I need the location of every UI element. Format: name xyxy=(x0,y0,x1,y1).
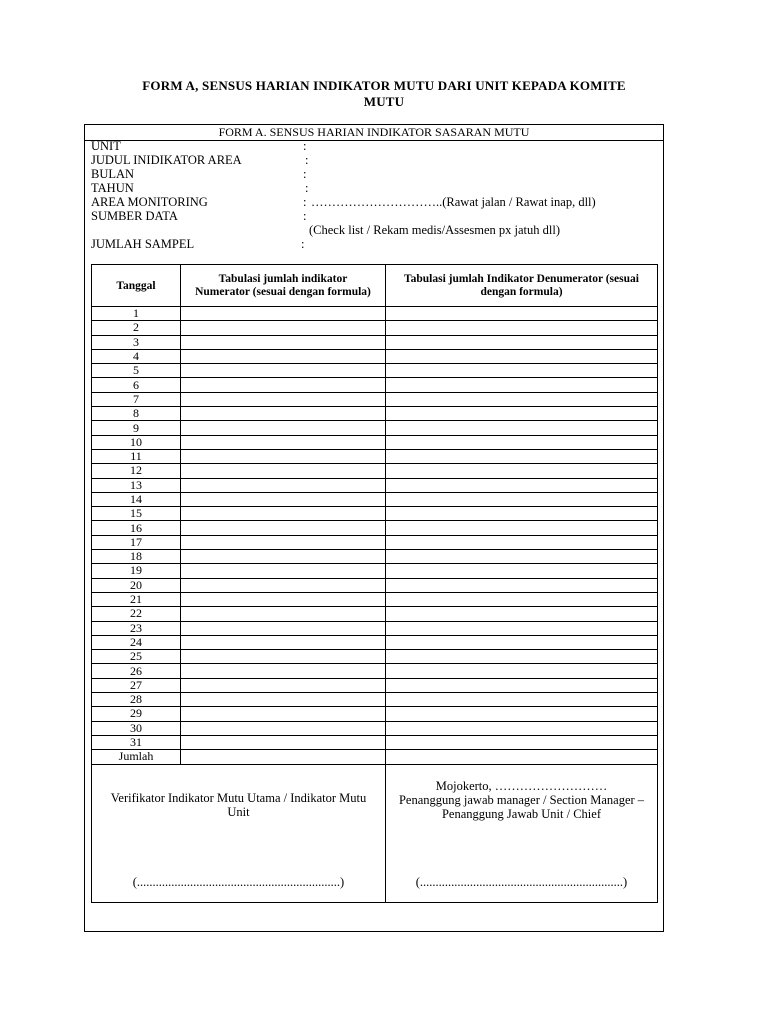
signature-right-title: Penanggung jawab manager / Section Manager – Penanggung Jawab Unit / Chief xyxy=(398,792,645,821)
col-header-tanggal: Tanggal xyxy=(92,265,181,307)
field-colon-tahun: : xyxy=(305,181,309,195)
day-number: 3 xyxy=(92,335,181,349)
numerator-cell xyxy=(181,707,386,721)
day-number: 2 xyxy=(92,321,181,335)
table-row xyxy=(92,535,658,549)
table-row xyxy=(92,592,658,606)
field-value-area-monitoring: …………………………..(Rawat jalan / Rawat inap, dll) xyxy=(311,195,596,209)
table-header-row xyxy=(92,265,658,307)
day-number: 24 xyxy=(92,635,181,649)
table-row xyxy=(92,392,658,406)
day-number: 23 xyxy=(92,621,181,635)
numerator-cell xyxy=(181,721,386,735)
numerator-cell xyxy=(181,407,386,421)
field-colon-judul-indikator: : xyxy=(305,153,309,167)
denumerator-cell xyxy=(386,492,658,506)
numerator-cell xyxy=(181,535,386,549)
table-row xyxy=(92,578,658,592)
table-row xyxy=(92,321,658,335)
day-number: 20 xyxy=(92,578,181,592)
day-number: 6 xyxy=(92,378,181,392)
table-row xyxy=(92,621,658,635)
denumerator-cell xyxy=(386,307,658,321)
field-label-tahun: TAHUN xyxy=(91,181,134,195)
numerator-cell xyxy=(181,321,386,335)
denumerator-cell xyxy=(386,664,658,678)
field-label-area-monitoring: AREA MONITORING xyxy=(91,195,208,209)
denumerator-cell xyxy=(386,592,658,606)
field-colon-unit: : xyxy=(303,139,307,153)
numerator-cell xyxy=(181,664,386,678)
day-number: 12 xyxy=(92,464,181,478)
page-title xyxy=(100,78,668,110)
numerator-cell xyxy=(181,392,386,406)
table-row xyxy=(92,335,658,349)
denumerator-cell xyxy=(386,564,658,578)
field-label-unit: UNIT xyxy=(91,139,121,153)
field-colon-area-monitoring: : xyxy=(303,195,307,209)
signature-right-cell xyxy=(386,764,658,902)
signature-right-place-date: Mojokerto, ……………………… xyxy=(435,778,608,793)
field-label-bulan: BULAN xyxy=(91,167,135,181)
numerator-cell xyxy=(181,464,386,478)
page-title-line-2: MUTU xyxy=(363,94,405,109)
denumerator-cell xyxy=(386,435,658,449)
table-row xyxy=(92,421,658,435)
field-colon-jumlah-sampel: : xyxy=(301,237,305,251)
denumerator-cell xyxy=(386,650,658,664)
day-number: 28 xyxy=(92,693,181,707)
table-row xyxy=(92,349,658,363)
day-number: 25 xyxy=(92,650,181,664)
signature-row xyxy=(92,764,658,902)
day-number: 31 xyxy=(92,735,181,749)
numerator-cell xyxy=(181,507,386,521)
day-number: 8 xyxy=(92,407,181,421)
signature-left-title: Verifikator Indikator Mutu Utama / Indikator Mutu Unit xyxy=(110,790,367,819)
numerator-cell xyxy=(181,693,386,707)
table-row xyxy=(92,449,658,463)
field-label-jumlah-sampel: JUMLAH SAMPEL xyxy=(91,237,195,251)
denumerator-cell xyxy=(386,321,658,335)
denumerator-cell xyxy=(386,621,658,635)
total-label: Jumlah xyxy=(92,750,181,764)
numerator-cell xyxy=(181,349,386,363)
day-number: 16 xyxy=(92,521,181,535)
denumerator-cell xyxy=(386,335,658,349)
denumerator-cell xyxy=(386,693,658,707)
denumerator-cell xyxy=(386,535,658,549)
denumerator-cell xyxy=(386,507,658,521)
numerator-cell xyxy=(181,650,386,664)
denumerator-cell xyxy=(386,364,658,378)
table-row xyxy=(92,307,658,321)
total-numerator-cell xyxy=(181,750,386,764)
table-row xyxy=(92,707,658,721)
denumerator-cell xyxy=(386,349,658,363)
numerator-cell xyxy=(181,550,386,564)
denumerator-cell xyxy=(386,707,658,721)
table-row xyxy=(92,721,658,735)
numerator-cell xyxy=(181,578,386,592)
table-row xyxy=(92,407,658,421)
numerator-cell xyxy=(181,449,386,463)
denumerator-cell xyxy=(386,378,658,392)
day-number: 13 xyxy=(92,478,181,492)
table-row xyxy=(92,507,658,521)
numerator-cell xyxy=(181,364,386,378)
day-number: 18 xyxy=(92,550,181,564)
denumerator-cell xyxy=(386,449,658,463)
page-title-line-1: FORM A, SENSUS HARIAN INDIKATOR MUTU DARI UNIT KEPADA KOMITE xyxy=(142,78,626,93)
table-row xyxy=(92,635,658,649)
day-number: 27 xyxy=(92,678,181,692)
denumerator-cell xyxy=(386,678,658,692)
denumerator-cell xyxy=(386,478,658,492)
day-number: 22 xyxy=(92,607,181,621)
numerator-cell xyxy=(181,492,386,506)
numerator-cell xyxy=(181,635,386,649)
day-number: 7 xyxy=(92,392,181,406)
day-number: 26 xyxy=(92,664,181,678)
day-number: 1 xyxy=(92,307,181,321)
denumerator-cell xyxy=(386,521,658,535)
table-row xyxy=(92,478,658,492)
day-number: 10 xyxy=(92,435,181,449)
numerator-cell xyxy=(181,621,386,635)
day-number: 17 xyxy=(92,535,181,549)
table-row xyxy=(92,492,658,506)
col-header-denumerator: Tabulasi jumlah Indikator Denumerator (sesuai dengan formula) xyxy=(386,265,658,307)
numerator-cell xyxy=(181,735,386,749)
total-denumerator-cell xyxy=(386,750,658,764)
denumerator-cell xyxy=(386,607,658,621)
field-colon-sumber-data: : xyxy=(303,209,307,223)
day-number: 9 xyxy=(92,421,181,435)
day-number: 11 xyxy=(92,449,181,463)
numerator-cell xyxy=(181,592,386,606)
denumerator-cell xyxy=(386,421,658,435)
table-row xyxy=(92,607,658,621)
table-row xyxy=(92,550,658,564)
col-header-numerator: Tabulasi jumlah indikator Numerator (sesuai dengan formula) xyxy=(181,265,386,307)
denumerator-cell xyxy=(386,635,658,649)
numerator-cell xyxy=(181,564,386,578)
numerator-cell xyxy=(181,435,386,449)
field-value-sumber-data-hint: (Check list / Rekam medis/Assesmen px jatuh dll) xyxy=(309,223,561,237)
numerator-cell xyxy=(181,307,386,321)
signature-left-cell xyxy=(92,764,386,902)
table-row xyxy=(92,464,658,478)
signature-left-blank: (.................................................................) xyxy=(132,874,345,889)
table-row xyxy=(92,435,658,449)
signature-right-blank: (.................................................................) xyxy=(415,874,628,889)
day-number: 4 xyxy=(92,349,181,363)
form-header: FORM A. SENSUS HARIAN INDIKATOR SASARAN MUTU xyxy=(85,125,663,141)
denumerator-cell xyxy=(386,464,658,478)
census-table xyxy=(91,264,658,903)
table-row xyxy=(92,378,658,392)
day-number: 21 xyxy=(92,592,181,606)
numerator-cell xyxy=(181,335,386,349)
day-number: 5 xyxy=(92,364,181,378)
denumerator-cell xyxy=(386,735,658,749)
table-row xyxy=(92,678,658,692)
table-body xyxy=(92,307,658,750)
day-number: 29 xyxy=(92,707,181,721)
table-row xyxy=(92,521,658,535)
day-number: 14 xyxy=(92,492,181,506)
field-label-sumber-data: SUMBER DATA xyxy=(91,209,178,223)
denumerator-cell xyxy=(386,550,658,564)
denumerator-cell xyxy=(386,721,658,735)
table-row-total xyxy=(92,750,658,764)
numerator-cell xyxy=(181,478,386,492)
field-label-judul-indikator: JUDUL INIDIKATOR AREA xyxy=(91,153,242,167)
form-frame xyxy=(84,124,664,932)
denumerator-cell xyxy=(386,392,658,406)
day-number: 15 xyxy=(92,507,181,521)
table-row xyxy=(92,650,658,664)
table-row xyxy=(92,364,658,378)
table-row xyxy=(92,564,658,578)
day-number: 19 xyxy=(92,564,181,578)
field-colon-bulan: : xyxy=(303,167,307,181)
numerator-cell xyxy=(181,678,386,692)
numerator-cell xyxy=(181,521,386,535)
day-number: 30 xyxy=(92,721,181,735)
denumerator-cell xyxy=(386,407,658,421)
table-row xyxy=(92,664,658,678)
table-row xyxy=(92,693,658,707)
table-row xyxy=(92,735,658,749)
denumerator-cell xyxy=(386,578,658,592)
numerator-cell xyxy=(181,421,386,435)
numerator-cell xyxy=(181,378,386,392)
numerator-cell xyxy=(181,607,386,621)
